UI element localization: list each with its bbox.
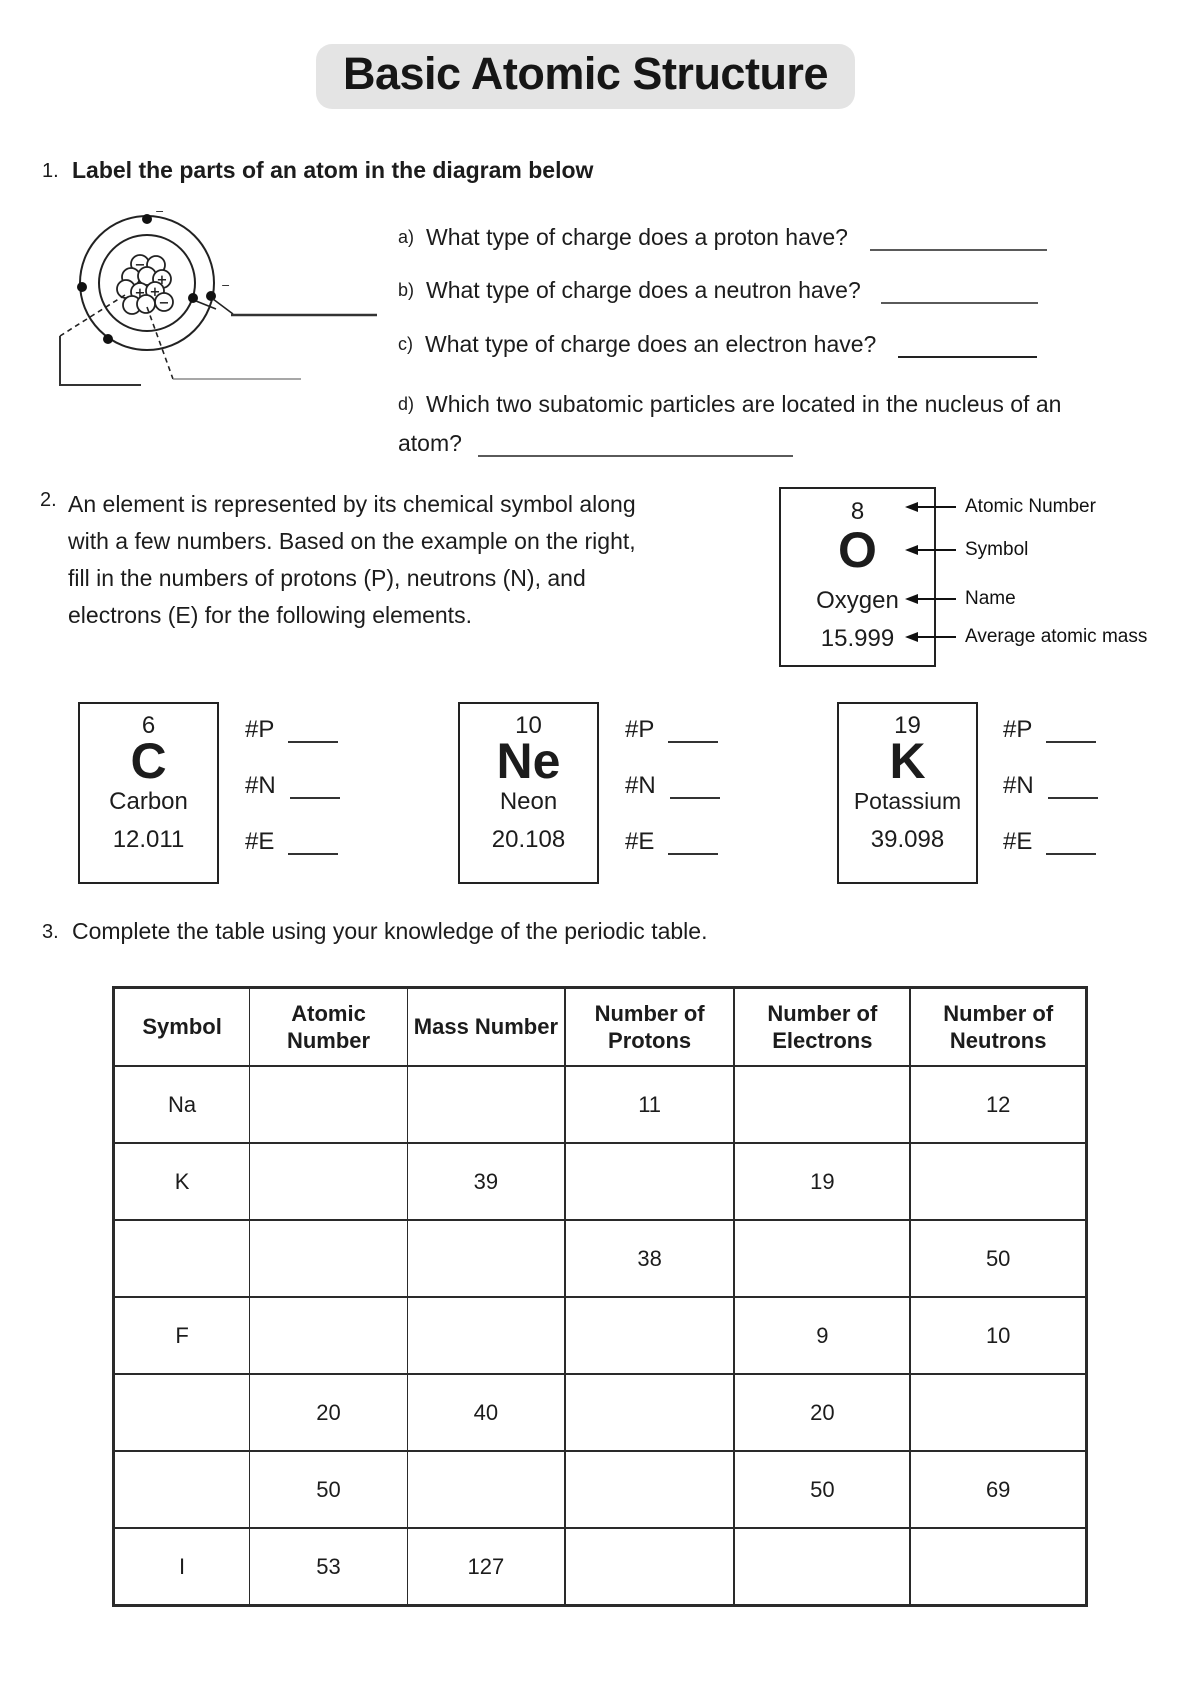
table-cell-blank [407,1451,565,1528]
question-d [398,385,1103,463]
table-cell-blank [114,1220,250,1297]
table-cell-blank [407,1220,565,1297]
question-a-text: What type of charge does a proton have? [426,224,848,250]
electrons-blank [288,833,338,855]
table-cell: 19 [734,1143,910,1220]
neon-atomic-number: 10 [515,712,542,739]
column-header: Number of Electrons [734,988,910,1067]
question-b-label: b) [398,280,415,300]
neon-symbol: Ne [496,733,561,789]
table-cell-blank [565,1451,734,1528]
question-b [398,277,1038,304]
table-cell-blank [250,1220,408,1297]
potassium-name: Potassium [853,788,962,814]
answer-blank-d [478,435,793,457]
carbon-mass: 12.011 [112,826,185,853]
table-cell-blank [734,1220,910,1297]
potassium-atomic-number: 19 [894,712,921,739]
table-cell: 127 [407,1528,565,1606]
svg-text:+: + [156,273,168,288]
table-cell-blank [565,1528,734,1606]
carbon-atomic-number: 6 [141,712,156,739]
q3-table-head-row [114,988,1087,1067]
table-cell-blank [407,1297,565,1374]
example-name: Oxygen [816,587,899,614]
table-row [114,1066,1087,1143]
neutrons-blank [1048,777,1098,799]
table-cell-blank [114,1451,250,1528]
table-cell-blank [565,1374,734,1451]
carbon-name: Carbon [109,788,188,815]
table-cell: 9 [734,1297,910,1374]
column-header: Atomic Number [250,988,408,1067]
svg-text:+: + [134,286,146,301]
answer-blank-c [898,336,1037,358]
table-cell: K [114,1143,250,1220]
table-cell: 50 [910,1220,1086,1297]
protons-blank [1046,721,1096,743]
element-card-carbon [78,702,219,884]
column-header: Mass Number [407,988,565,1067]
left-arrow-icon [905,501,957,513]
q2-text: An element is represented by its chemical symbol along with a few numbers. Based on the example on the right, fill in the numbers of protons (P), neutrons (N), and electrons (E) for the following elements. [68,491,636,628]
question-a [398,224,1047,251]
q1-number: 1. [42,160,59,182]
neon-electrons-row: #E [625,828,718,856]
diagram-blank-left [60,336,141,385]
q2-number: 2. [40,489,57,511]
table-cell-blank [734,1528,910,1606]
table-cell: 69 [910,1451,1086,1528]
svg-text:−: − [134,258,146,273]
table-row [114,1297,1087,1374]
column-header: Number of Protons [565,988,734,1067]
table-cell: 12 [910,1066,1086,1143]
neon-mass: 20.108 [491,826,566,853]
table-cell-blank [250,1066,408,1143]
question-c [398,331,1037,358]
table-row [114,1220,1087,1297]
carbon-protons-row: #P [245,716,338,744]
table-cell: 20 [734,1374,910,1451]
table-cell: 10 [910,1297,1086,1374]
table-row [114,1451,1087,1528]
neutrons-blank [670,777,720,799]
table-cell-blank [910,1143,1086,1220]
table-cell-blank [250,1143,408,1220]
neutrons-blank [290,777,340,799]
svg-text:−: − [158,296,170,311]
table-cell: F [114,1297,250,1374]
table-row [114,1374,1087,1451]
left-arrow-icon [905,631,957,643]
left-arrow-icon [905,544,957,556]
table-cell-blank [407,1066,565,1143]
table-cell: 20 [250,1374,408,1451]
question-d-text: Which two subatomic particles are located in the nucleus of an atom? [398,391,1062,456]
column-header: Number of Neutrons [910,988,1086,1067]
page-title: Basic Atomic Structure [316,44,855,109]
atom-diagram [25,195,385,465]
potassium-neutrons-row: #N [1003,772,1098,800]
neon-protons-row: #P [625,716,718,744]
q3-table-body [114,1066,1087,1606]
svg-text:−: − [155,205,165,218]
table-cell: 53 [250,1528,408,1606]
question-c-label: c) [398,334,413,354]
label-atomic-number: Atomic Number [905,496,1096,518]
svg-text:−: − [221,279,231,292]
table-cell-blank [734,1066,910,1143]
label-name: Name [905,588,1016,610]
potassium-symbol: K [889,733,926,789]
carbon-electrons-row: #E [245,828,338,856]
left-arrow-icon [905,593,957,605]
table-cell-blank [250,1297,408,1374]
carbon-neutrons-row: #N [245,772,340,800]
example-atomic-number: 8 [850,498,865,525]
table-cell-blank [910,1374,1086,1451]
element-card-neon [458,702,599,884]
q3-table [112,986,1088,1607]
table-cell: 40 [407,1374,565,1451]
element-card-potassium [837,702,978,884]
table-cell: I [114,1528,250,1606]
svg-text:+: + [149,285,161,300]
electrons-blank [668,833,718,855]
question-c-text: What type of charge does an electron have? [425,331,877,357]
electrons-blank [1046,833,1096,855]
answer-blank-a [870,229,1047,251]
example-symbol: O [838,522,877,578]
table-cell-blank [114,1374,250,1451]
question-a-label: a) [398,227,415,247]
table-cell-blank [910,1528,1086,1606]
table-cell: Na [114,1066,250,1143]
table-cell-blank [565,1143,734,1220]
question-d-label: d) [398,394,415,414]
table-cell-blank [565,1297,734,1374]
table-cell: 38 [565,1220,734,1297]
neon-neutrons-row: #N [625,772,720,800]
table-cell: 11 [565,1066,734,1143]
label-average-atomic-mass: Average atomic mass [905,626,1147,648]
neon-name: Neon [499,788,558,815]
example-mass: 15.999 [820,625,895,652]
q3-text: Complete the table using your knowledge of the periodic table. [72,918,708,944]
answer-blank-b [881,282,1038,304]
carbon-symbol: C [130,733,167,789]
potassium-protons-row: #P [1003,716,1096,744]
table-cell: 39 [407,1143,565,1220]
q1-text: Label the parts of an atom in the diagram below [72,157,594,183]
protons-blank [668,721,718,743]
column-header: Symbol [114,988,250,1067]
potassium-electrons-row: #E [1003,828,1096,856]
q3-number: 3. [42,921,59,943]
table-row [114,1528,1087,1606]
question-b-text: What type of charge does a neutron have? [426,277,861,303]
potassium-mass: 39.098 [870,826,945,853]
protons-blank [288,721,338,743]
label-symbol: Symbol [905,539,1028,561]
table-cell: 50 [250,1451,408,1528]
table-cell: 50 [734,1451,910,1528]
table-row [114,1143,1087,1220]
